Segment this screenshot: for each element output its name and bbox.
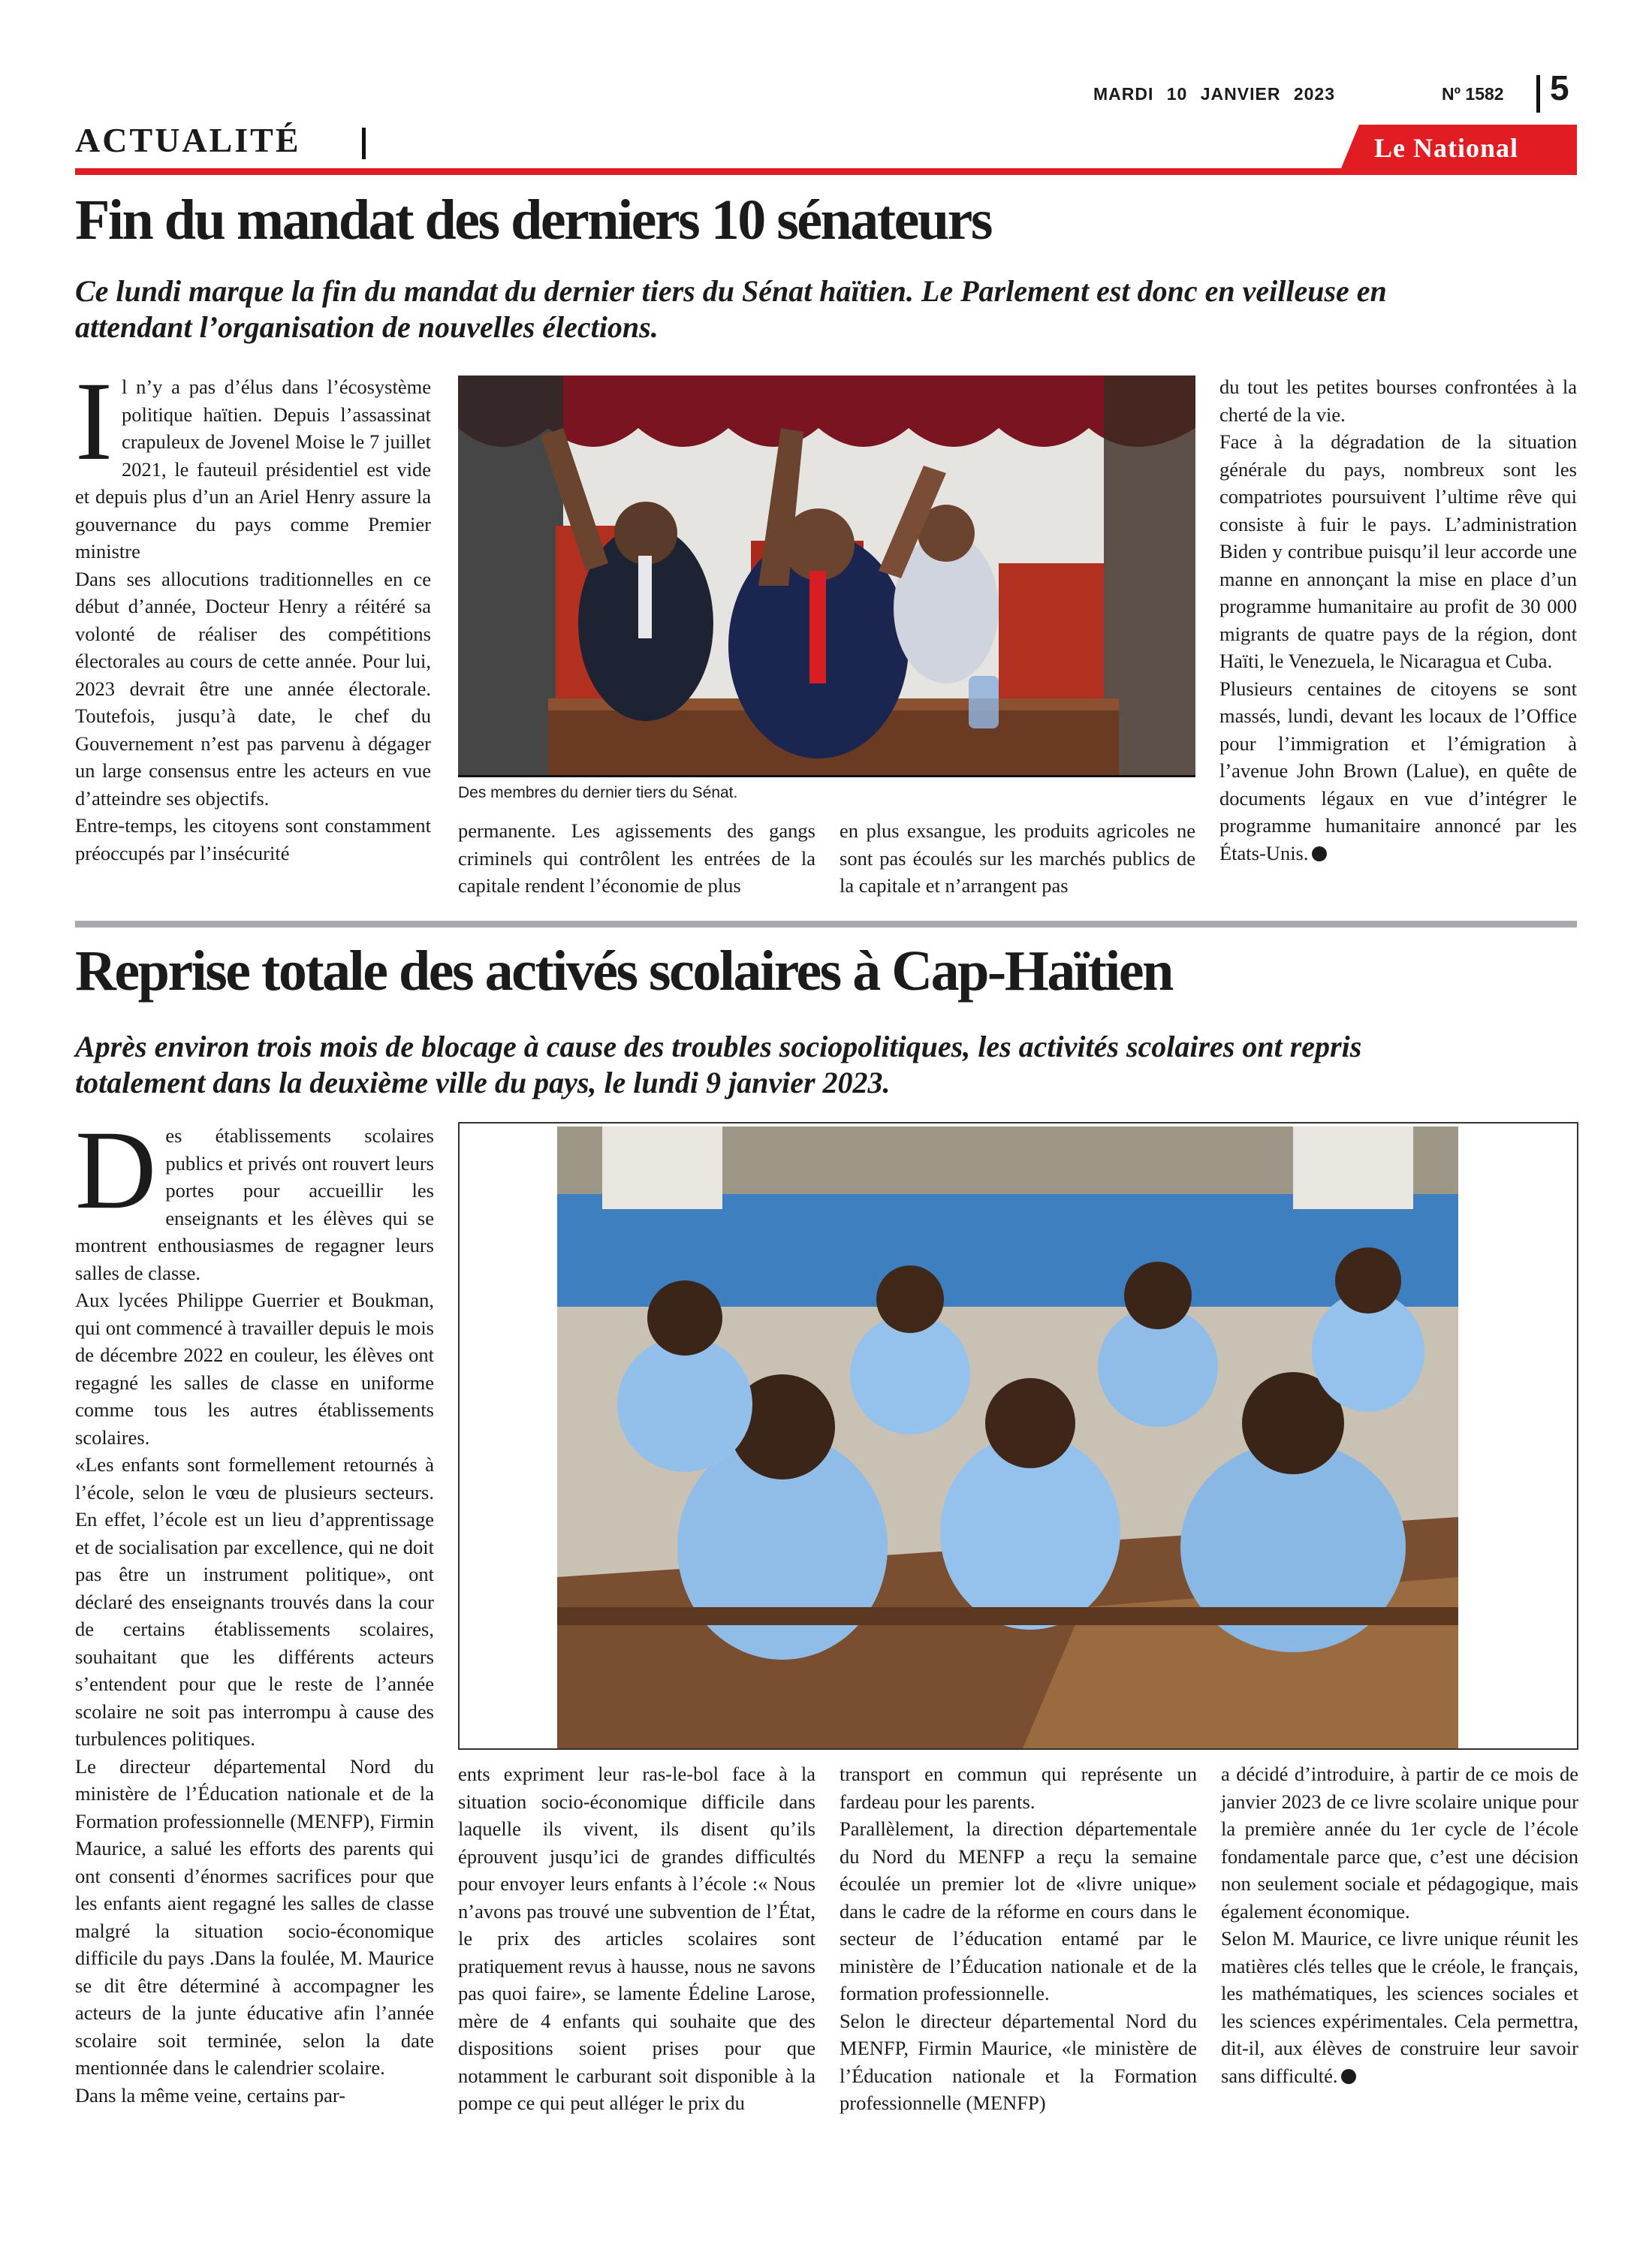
page-number: 5 (1550, 68, 1569, 107)
article1-deck-line1: Ce lundi marque la fin du mandat du dernier tiers du Sénat haïtien. Le Parlement est donc en veilleuse en (75, 274, 1387, 308)
article-end-mark (1312, 846, 1327, 861)
article2-deck (75, 1029, 1577, 1101)
article1-col4-p1: du tout les petites bourses confrontées à la cherté de la vie. (1219, 376, 1577, 426)
article2-col1-p3: «Les enfants sont formellement retournés à l’école, selon le vœu de plusieurs secteurs. En effet, l’école est un lieu d’apprentissage et de socialisation par excellence, qui ne doit pas être un instrument politique», ont déclaré des enseignants trouvés dans la cour de certains établissements scolaires, souhaitant que les différents acteurs s’entendent pour que le reste de l’année scolaire ne soit pas interrompu à cause des turbulences politiques. (75, 1453, 434, 1750)
article1-col4-p3: Plusieurs centaines de citoyens se sont massés, lundi, devant les locaux de l’Office pour l’immigration et l’émigration à l’avenue John Brown (Lalue), en quête de documents légaux en vue d’intégrer le programme humanitaire annoncé par les États-Unis. (1219, 677, 1577, 864)
classroom-photo (557, 1126, 1458, 1748)
article2-column-1 (75, 1108, 434, 2109)
article1-deck (75, 273, 1577, 345)
article2-col1-p5: Dans la même veine, certains par- (75, 2083, 346, 2107)
article2-col1-p2: Aux lycées Philippe Guerrier et Boukman, qui ont commencé à travailler depuis le mois de décembre 2022 en couleur, les élèves ont regagné les salles de classe en uniforme comme tous les autres établissements scolaires. (75, 1289, 434, 1449)
article2-col2-text: ents expriment leur ras-le-bol face à la situation socio-économique difficile dans laquelle ils vivent, ils disent qu’ils éprouvent jusqu’ici de grandes difficultés pour envoyer leurs enfants à l’école :« Nous n’avons pas trouvé une subvention de l’État, le prix des articles scolaires sont pratiquement revus à hausse, nous ne savons pas quoi faire», se lamente Édeline Larose, mère de 4 enfants qui souhaite que des dispositions soient prises pour que notamment le carburant soit disponible à la pompe ce qui peut alléger le prix du (458, 1763, 815, 2114)
article1-dropcap: I (75, 359, 113, 484)
senate-photo-caption: Des membres du dernier tiers du Sénat. (458, 784, 738, 801)
article2-col4-p1: a décidé d’introduire, à partir de ce mois de janvier 2023 de ce livre scolaire unique pour la première année du 1er cycle de l’école fondamentale parce que, c’est une décision non seulement sociale et pédagogique, mais également économique. (1221, 1763, 1578, 1923)
article1-col4-p2: Face à la dégradation de la situation générale du pays, nombreux sont les compatriotes poursuivent l’ultime rêve qui consiste à fuir le pays. L’administration Biden y contribue puisqu’il leur accorde une manne en annonçant la mise en place d’un programme humanitaire au profit de 30 000 migrants de quatre pays de la région, dont Haïti, le Venezuela, le Nicaragua et Cuba. (1219, 430, 1577, 672)
article1-column-2 (458, 817, 815, 900)
article1-deck-line2: attendant l’organisation de nouvelles élections. (75, 310, 659, 344)
article1-column-3 (840, 817, 1195, 900)
article2-column-3 (840, 1760, 1197, 2117)
article1-col1-p2: Dans ses allocutions traditionnelles en ce début d’année, Docteur Henry a réitéré sa volonté de réaliser des compétitions électorales au cours de cette année. Pour lui, 2023 devrait être une année électorale. Toutefois, jusqu’à date, le chef du Gouvernement n’est pas parvenu à dégager un large consensus entre les acteurs en vue d’atteindre ses objectifs. (75, 567, 431, 810)
article2-col1-p4: Le directeur départemental Nord du ministère de l’Éducation nationale et de la Formation professionnelle (MENFP), Firmin Maurice, a salué les efforts des parents qui ont consenti d’énormes sacrifices pour que les enfants aient regagné les salles de classe malgré la situation socio-économique difficile du pays .Dans la foulée, M. Maurice se dit être déterminé à accompagner les acteurs de la junte éducative afin l’année scolaire soit terminée, selon la date mentionnée dans le calendrier scolaire. (75, 1754, 434, 2079)
article2-col1-p1: es établissements scolaires publics et privés ont rouvert leurs portes pour accueillir les enseignants et les élèves qui se montrent enthousiasmes de regagner leurs salles de classe. (75, 1124, 434, 1284)
senate-photo (458, 376, 1195, 775)
article1-col1-p3: Entre-temps, les citoyens sont constamment préoccupés par l’insécurité (75, 814, 431, 864)
header-divider (1536, 75, 1540, 113)
header-red-rule (75, 168, 1577, 175)
photo-caption-rule (458, 775, 1195, 777)
article2-deck-line2: totalement dans la deuxième ville du pays, le lundi 9 janvier 2023. (75, 1066, 891, 1099)
article2-dropcap: D (75, 1108, 157, 1232)
article2-column-2 (458, 1760, 815, 2117)
brand-name: Le National (1374, 133, 1519, 163)
section-title: ACTUALITÉ (75, 121, 301, 159)
article1-col2-text: permanente. Les agissements des gangs criminels qui contrôlent les entrées de la capitale rendent l’économie de plus (458, 819, 815, 897)
section-divider (362, 128, 366, 159)
article1-col1-p1: l n’y a pas d’élus dans l’écosystème politique haïtien. Depuis l’assassinat crapuleux de Jovenel Moise le 7 juillet 2021, le fauteuil présidentiel est vide et depuis plus d’un an Ariel Henry assure la gouvernance du pays comme Premier ministre (75, 376, 431, 562)
article-separator-rule (75, 921, 1577, 927)
article1-col3-text: en plus exsangue, les produits agricoles ne sont pas écoulés sur les marchés publics de la capitale et n’arrangent pas (840, 819, 1195, 897)
article2-column-4 (1221, 1760, 1578, 2089)
article2-col3-p3: Selon le directeur départemental Nord du MENFP, Firmin Maurice, «le ministère de l’Éducation nationale et la Formation professionnelle (MENFP) (840, 2009, 1197, 2114)
classroom-photo-illustration (557, 1126, 1458, 1748)
article2-col3-p1: transport en commun qui représente un fardeau pour les parents. (840, 1763, 1197, 1813)
article1-column-1 (75, 359, 431, 867)
article1-column-4 (1219, 373, 1577, 867)
article2-col3-p2: Parallèlement, la direction départementale du Nord du MENFP a reçu la semaine écoulée un premier lot de «livre unique» dans le cadre de la réforme en cours dans le secteur de l’éducation entamé par le ministère de l’Éducation nationale et de la formation professionnelle. (840, 1817, 1197, 2004)
article2-col4-p2: Selon M. Maurice, ce livre unique réunit les matières clés telles que le créole, le français, les mathématiques, les sciences sociales et les sciences expérimentales. Cela permettra, dit-il, aux élèves de construire leur savoir sans difficulté. (1221, 1927, 1578, 2087)
article2-headline: Reprise totale des activés scolaires à Cap-Haïtien (75, 940, 1172, 1003)
article2-deck-line1: Après environ trois mois de blocage à cause des troubles sociopolitiques, les activités scolaires ont repris (75, 1030, 1362, 1063)
senate-photo-illustration (458, 376, 1195, 775)
issue-date: MARDI 10 JANVIER 2023 (1093, 84, 1335, 104)
article-end-mark (1341, 2069, 1356, 2084)
issue-number: Nº 1582 (1442, 84, 1504, 104)
article1-headline: Fin du mandat des derniers 10 sénateurs (75, 189, 991, 252)
